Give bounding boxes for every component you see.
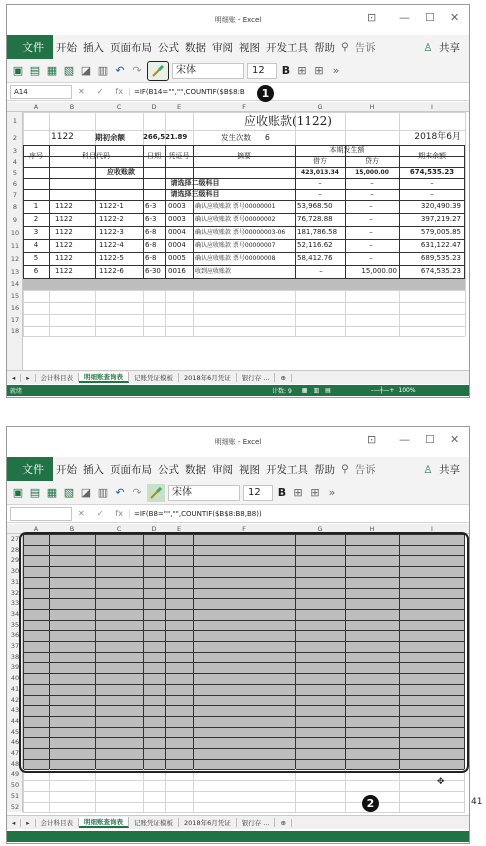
gridline-v [465,112,466,336]
row-header-39[interactable]: 39 [10,663,20,672]
page-marker: 41 [471,797,483,807]
row-header-8[interactable]: 8 [12,202,18,211]
header-credit[interactable]: 贷方 [365,157,379,165]
enter-icon[interactable]: ✓ [96,87,104,96]
save-icon[interactable]: ▣ [12,63,24,77]
level-select-balance[interactable]: – [430,190,434,198]
col-E[interactable]: E [176,525,182,533]
column-headers [7,102,469,112]
ribbon-display-icon[interactable]: ⊡ [367,11,377,24]
header-code[interactable]: 科目代码 [82,152,110,160]
col-C[interactable]: C [116,103,122,111]
row-header-36[interactable]: 36 [10,631,20,640]
summary-row-debit[interactable]: 423,013.34 [301,169,339,176]
menu-file[interactable]: 文件 [22,41,44,54]
grid-area-1 [7,102,469,370]
menu-home[interactable]: 开始 [56,463,77,476]
menu-insert[interactable]: 插入 [83,41,104,54]
font-size-select[interactable]: 12 [243,485,273,501]
print-preview-icon[interactable]: ▦ [46,63,58,77]
col-E[interactable]: E [176,103,182,111]
cell-seq[interactable]: 2 [33,215,39,223]
close-icon[interactable]: ✕ [450,433,460,446]
level-select-credit[interactable]: – [370,179,374,187]
format-painter-button[interactable] [147,61,169,81]
table-border-bottom [23,278,465,279]
row-header-10[interactable]: 10 [10,228,20,237]
header-voucher[interactable]: 凭证号 [168,152,190,160]
sheet-tab-june-vouchers[interactable]: 2018年6月凭证 [179,373,237,382]
level-select-label[interactable]: 请选择三级科目 [170,190,220,198]
gridline-h [23,336,465,337]
grid-area-2 [7,524,469,812]
border-icon[interactable]: ⊞ [293,485,303,499]
cell-subcode[interactable]: 1122-1 [99,202,124,210]
col-B[interactable]: B [69,525,75,533]
formula-input[interactable]: =IF(B14="","",COUNTIF($B$8:B [129,88,245,96]
search-doc-icon[interactable]: ◪ [80,485,92,499]
name-box[interactable]: A14 [10,85,72,99]
menu-insert[interactable]: 插入 [83,463,104,476]
row-header-38[interactable]: 38 [10,652,20,661]
menu-review[interactable]: 审阅 [212,41,233,54]
row-header-43[interactable]: 43 [10,706,20,715]
sheet-grid-2 [23,534,465,812]
gridline-v [193,769,194,812]
period[interactable]: 2018年6月 [414,132,461,142]
cancel-icon[interactable]: ✕ [78,509,85,518]
save-as-icon[interactable]: ▤ [29,63,41,77]
col-A[interactable]: A [33,525,39,533]
sheet-tab-bank[interactable]: 银行存 ... [237,373,276,382]
col-B[interactable]: B [69,103,75,111]
cell-seq[interactable]: 1 [33,202,39,210]
title-bar-2 [7,427,469,457]
row-header-1[interactable]: 1 [12,117,18,125]
cell-credit[interactable]: 15,000.00 [361,267,397,275]
share-button[interactable]: ♙ 共享 [420,462,469,477]
cell-date[interactable]: 6-8 [145,228,157,236]
cell-balance[interactable]: 631,122.47 [420,241,461,249]
cell-voucher[interactable]: 0004 [168,228,186,236]
row-header-13[interactable]: 13 [10,267,20,276]
row-header-45[interactable]: 45 [10,727,20,736]
col-D[interactable]: D [151,525,157,533]
menu-layout[interactable]: 页面布局 [110,463,152,476]
row-header-6[interactable]: 6 [12,179,18,188]
cell-subcode[interactable]: 1122-2 [99,215,124,223]
tab-nav-next[interactable]: ▸ [21,819,35,827]
cell-summary[interactable]: 确认应收账款 票号00000008 [195,255,276,262]
row-header-9[interactable]: 9 [12,215,18,224]
bold-button[interactable]: B [277,485,287,499]
row-header-32[interactable]: 32 [10,588,20,597]
sheet-tab-june-vouchers[interactable]: 2018年6月凭证 [179,818,237,827]
cell-summary[interactable]: 确认应收账款 票号00000002 [195,216,276,223]
sheet-tab-accounts[interactable]: 会计科目表 [36,818,80,827]
quick-toolbar-2 [7,481,469,505]
tell-me[interactable]: 告诉 [354,463,376,476]
col-F[interactable]: F [242,525,246,533]
cell-credit[interactable]: – [369,215,373,223]
menu-layout[interactable]: 页面布局 [110,41,152,54]
cell-balance[interactable]: 579,005.85 [420,228,461,236]
cell-balance[interactable]: 397,219.27 [420,215,461,223]
font-select[interactable]: 宋体 [172,63,244,79]
row-header-51[interactable]: 51 [10,791,20,800]
font-size-select[interactable]: 12 [247,63,277,79]
header-date[interactable]: 日期 [147,152,161,160]
row-header-28[interactable]: 28 [10,545,20,554]
paste-cursor-icon: ✥ [437,777,445,787]
cell-voucher[interactable]: 0004 [168,241,186,249]
sheet-tab-bar-2 [7,815,469,829]
sheet-tab-bar [7,370,469,384]
opening-balance-label[interactable]: 期初余额 [95,133,125,142]
cell-summary[interactable]: 确认应收账款 票号00000001 [195,203,276,210]
cell-seq[interactable]: 5 [33,254,39,262]
cell-code[interactable]: 1122 [55,254,73,262]
row-header-5[interactable]: 5 [12,168,18,177]
opening-balance-value[interactable]: 266,521.89 [143,133,188,141]
account-code[interactable]: 1122 [51,132,74,142]
col-H[interactable]: H [369,103,375,111]
row-header-12[interactable]: 12 [10,254,20,263]
add-sheet-icon[interactable]: ⊕ [275,819,291,827]
row-header-30[interactable]: 30 [10,567,20,576]
table-icon[interactable]: ▥ [97,485,109,499]
formula-bar [7,83,469,101]
tab-nav-prev[interactable]: ◂ [7,819,21,827]
menu-data[interactable]: 数据 [185,463,206,476]
undo-icon[interactable]: ↶ [115,485,125,499]
sheet-icon[interactable]: ▧ [63,63,75,77]
sheet-grid [23,112,465,370]
cell-date[interactable]: 6-8 [145,241,157,249]
cell-voucher[interactable]: 0005 [168,254,186,262]
tab-nav-next[interactable]: ▸ [21,374,35,382]
gridline-v [295,769,296,812]
cell-summary[interactable]: 收到应收账款 [195,268,232,275]
row-header-41[interactable]: 41 [10,684,20,693]
save-as-icon[interactable]: ▤ [29,485,41,499]
row-header-46[interactable]: 46 [10,738,20,747]
sheet-tab-accounts[interactable]: 会计科目表 [36,373,80,382]
row-header-2[interactable]: 2 [12,133,18,142]
cell-seq[interactable]: 6 [33,267,39,275]
menu-developer[interactable]: 开发工具 [266,463,308,476]
border-all-icon[interactable]: ⊞ [310,485,320,499]
row-header-16[interactable]: 16 [10,304,20,312]
row-header-44[interactable]: 44 [10,716,20,725]
menu-review[interactable]: 审阅 [212,463,233,476]
name-box[interactable] [10,507,72,521]
cell-debit[interactable]: 52,116.62 [297,241,333,249]
occurrences-label[interactable]: 发生次数 [221,133,251,142]
print-preview-icon[interactable]: ▦ [46,485,58,499]
ribbon-display-icon[interactable]: ⊡ [367,433,377,446]
cell-seq[interactable]: 4 [33,241,39,249]
cell-code[interactable]: 1122 [55,267,73,275]
font-select[interactable]: 宋体 [168,485,240,501]
gridline-v [23,769,24,812]
row-header-40[interactable]: 40 [10,674,20,683]
sheet-tab-voucher-template[interactable]: 记账凭证模板 [129,818,179,827]
callout-1: 1 [257,85,274,102]
gridline-v [49,769,50,812]
zoom-slider[interactable]: –—┼—+ [370,387,395,394]
row-header-14[interactable]: 14 [10,280,20,288]
col-F[interactable]: F [242,103,246,111]
save-icon[interactable]: ▣ [12,485,24,499]
row-header-34[interactable]: 34 [10,609,20,618]
row-header-48[interactable]: 48 [10,759,20,768]
cell-debit[interactable]: – [319,267,323,275]
gridline-v [464,769,465,812]
cell-balance[interactable]: 689,535.23 [420,254,461,262]
col-H[interactable]: H [369,525,375,533]
cell-credit[interactable]: – [369,241,373,249]
menu-bar-2 [7,457,469,481]
minimize-icon[interactable]: — [399,433,410,446]
share-label: 共享 [439,463,460,476]
col-G[interactable]: G [317,525,323,533]
menu-bar [7,35,469,59]
border-all-icon[interactable]: ⊞ [314,63,324,77]
menu-formulas[interactable]: 公式 [158,41,179,54]
status-ready: 就绪 [10,388,23,395]
cell-debit[interactable]: 53,968.50 [297,202,333,210]
row-header-37[interactable]: 37 [10,642,20,650]
row-header-11[interactable]: 11 [10,241,20,250]
cell-voucher[interactable]: 0003 [168,215,186,223]
close-icon[interactable]: ✕ [450,11,460,24]
maximize-icon[interactable]: ☐ [425,433,435,446]
zoom-level[interactable]: 100% [398,387,416,394]
gridline-v [143,769,144,812]
window-title-2: 明细账 - Excel [214,438,262,446]
level-select-credit[interactable]: – [370,190,374,198]
formula-bar-2 [7,505,469,523]
sheet-tab-ledger[interactable]: 明细账查询表 [79,817,129,828]
more-icon[interactable]: » [332,63,340,77]
menu-home[interactable]: 开始 [56,41,77,54]
row-header-15[interactable]: 15 [10,292,20,300]
row-header-42[interactable]: 42 [10,695,20,704]
cell-seq[interactable]: 3 [33,228,39,236]
normal-view-icon[interactable]: ▦ [301,387,308,394]
cell-summary[interactable]: 确认应收账款 票号00000007 [195,242,276,249]
cell-code[interactable]: 1122 [55,228,73,236]
menu-file[interactable]: 文件 [22,463,44,476]
menu-view[interactable]: 视图 [239,463,260,476]
brush-icon [149,486,163,500]
cell-debit[interactable]: 58,412.76 [297,254,333,262]
formula-input[interactable]: =IF(B8="","",COUNTIF($B$8:B8,B8)) [129,510,262,518]
page-layout-icon[interactable]: ▥ [313,387,320,394]
row-header-47[interactable]: 47 [10,749,20,757]
cell-voucher[interactable]: 0003 [168,202,186,210]
row-14-selection [23,279,465,290]
col-D[interactable]: D [151,103,157,111]
border-icon[interactable]: ⊞ [297,63,307,77]
cell-credit[interactable]: – [369,202,373,210]
col-C[interactable]: C [116,525,122,533]
header-summary[interactable]: 摘要 [237,152,251,160]
menu-formulas[interactable]: 公式 [158,463,179,476]
cell-code[interactable]: 1122 [55,215,73,223]
col-G[interactable]: G [317,103,323,111]
col-A[interactable]: A [33,103,39,111]
row-header-7[interactable]: 7 [12,190,18,199]
header-balance[interactable]: 期末余额 [418,152,446,160]
cell-date[interactable]: 6-3 [145,202,157,210]
sheet-tab-ledger[interactable]: 明细账查询表 [79,372,129,383]
col-I[interactable]: I [431,103,433,111]
cell-debit[interactable]: 76,728.88 [297,215,333,223]
cell-summary[interactable]: 确认应收账款 票号00000003-06 [195,229,286,236]
share-label: 共享 [439,41,460,54]
row-header-33[interactable]: 33 [10,599,20,608]
cell-code[interactable]: 1122 [55,241,73,249]
table-icon[interactable]: ▥ [97,63,109,77]
sheet-title[interactable]: 应收账款(1122) [244,114,332,128]
share-button[interactable]: ♙ 共享 [420,40,469,55]
gridline-h [23,812,465,813]
cell-credit[interactable]: – [369,228,373,236]
excel-window-1 [6,4,470,398]
maximize-icon[interactable]: ☐ [425,11,435,24]
title-bar [7,5,469,35]
window-title: 明细账 - Excel [214,16,262,24]
status-bar-2 [7,831,469,842]
cell-subcode[interactable]: 1122-4 [99,241,124,249]
row-header-18[interactable]: 18 [10,327,20,335]
cell-date[interactable]: 6-8 [145,254,157,262]
row-headers [7,112,23,370]
col-I[interactable]: I [431,525,433,533]
more-icon[interactable]: » [328,485,336,499]
summary-row-label[interactable]: 应收账款 [107,168,135,176]
cancel-icon[interactable]: ✕ [78,87,85,96]
cell-subcode[interactable]: 1122-3 [99,228,124,236]
status-count: 计数: 9 [272,388,292,395]
row-header-31[interactable]: 31 [10,577,20,586]
redo-icon[interactable]: ↷ [132,485,142,499]
tab-nav-prev[interactable]: ◂ [7,374,21,382]
cell-credit[interactable]: – [369,254,373,262]
row-header-27[interactable]: 27 [10,535,20,543]
level-select-debit[interactable]: – [318,179,322,187]
row-header-3[interactable]: 3 [12,146,18,155]
menu-tabs [53,457,469,481]
cell-subcode[interactable]: 1122-6 [99,267,124,275]
status-bar [7,385,469,396]
enter-icon[interactable]: ✓ [96,509,104,518]
sheet-icon[interactable]: ▧ [63,485,75,499]
summary-row-credit[interactable]: 15,000.00 [355,169,389,176]
row-header-49[interactable]: 49 [10,770,20,779]
header-seq[interactable]: 序号 [29,152,43,160]
cell-voucher[interactable]: 0016 [168,267,186,275]
redo-icon[interactable]: ↷ [132,63,142,77]
menu-data[interactable]: 数据 [185,41,206,54]
add-sheet-icon[interactable]: ⊕ [275,374,291,382]
cell-date[interactable]: 6-30 [145,267,161,275]
cell-balance[interactable]: 320,490.39 [420,202,461,210]
gridline-v [95,769,96,812]
page-break-icon[interactable]: ▤ [325,387,331,394]
quick-toolbar [7,59,469,83]
fx-icon[interactable]: fx [115,87,123,96]
cell-balance[interactable]: 674,535.23 [420,267,461,275]
cell-debit[interactable]: 181,786.58 [297,228,338,236]
bold-button[interactable]: B [281,63,291,77]
undo-icon[interactable]: ↶ [115,63,125,77]
gridline-v [399,769,400,812]
minimize-icon[interactable]: — [399,11,410,24]
row-header-17[interactable]: 17 [10,316,20,324]
row-header-50[interactable]: 50 [10,781,20,790]
format-painter-button-active[interactable] [147,484,165,502]
occurrences-value[interactable]: 6 [265,133,270,142]
fx-icon[interactable]: fx [115,509,123,518]
row-header-4[interactable]: 4 [12,157,18,166]
gridline-v [165,769,166,812]
menu-view[interactable]: 视图 [239,41,260,54]
tell-me-icon[interactable]: ⚲ [341,41,349,53]
level-select-debit[interactable]: – [318,190,322,198]
tell-me[interactable]: 告诉 [354,41,376,54]
row-header-35[interactable]: 35 [10,620,20,629]
menu-developer[interactable]: 开发工具 [266,41,308,54]
row-header-29[interactable]: 29 [10,556,20,565]
menu-tabs [53,35,469,59]
sheet-tab-voucher-template[interactable]: 记账凭证模板 [129,373,179,382]
menu-help[interactable]: 帮助 [314,463,335,476]
level-select-balance[interactable]: – [430,179,434,187]
header-current[interactable]: 本期发生额 [329,146,365,154]
sheet-tab-bank[interactable]: 银行存 ... [237,818,276,827]
selection-outline [19,532,469,773]
header-debit[interactable]: 借方 [313,157,327,165]
menu-help[interactable]: 帮助 [314,41,335,54]
cell-code[interactable]: 1122 [55,202,73,210]
level-select-label[interactable]: 请选择二级科目 [170,179,220,187]
brush-icon [151,64,165,78]
excel-window-2 [6,426,483,844]
tell-me-icon[interactable]: ⚲ [341,463,349,475]
summary-row-balance[interactable]: 674,535.23 [409,168,455,176]
cell-date[interactable]: 6-3 [145,215,157,223]
cell-subcode[interactable]: 1122-5 [99,254,124,262]
callout-2: 2 [362,795,379,812]
gridline-v [345,769,346,812]
row-header-52[interactable]: 52 [10,802,20,811]
search-doc-icon[interactable]: ◪ [80,63,92,77]
